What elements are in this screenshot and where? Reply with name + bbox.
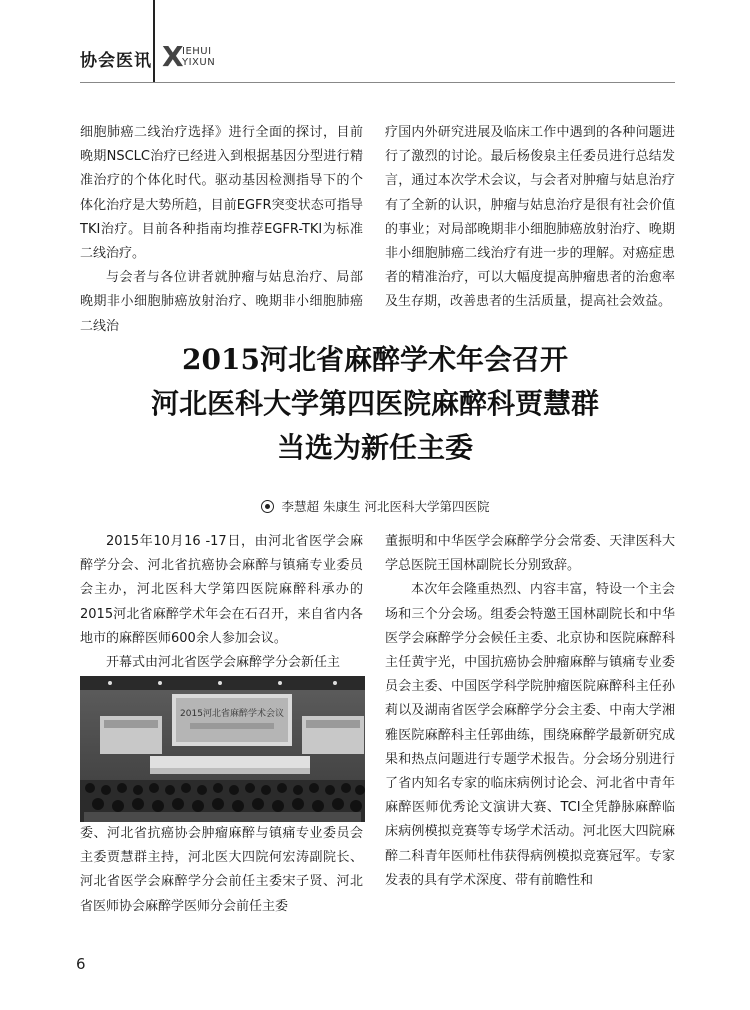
byline-mark-icon [261, 500, 274, 513]
article-title [40, 338, 710, 470]
paragraph: 董振明和中华医学会麻醉学分会常委、天津医科大学总医院王国林副院长分别致辞。 [385, 534, 675, 574]
article-left-column-continued [80, 822, 363, 919]
article-right-column [385, 530, 675, 893]
title-line: 河北医科大学第四医院麻醉科贾慧群 [150, 387, 599, 420]
paragraph: 委、河北省抗癌协会肿瘤麻醉与镇痛专业委员会主委贾慧群主持，河北医大四院何宏涛副院长、河北省医学会麻醉学分会前任主委宋子贤、河北省医师协会麻醉学医师分会前任主委 [80, 826, 363, 914]
paragraph: 开幕式由河北省医学会麻醉学分会新任主 [106, 655, 341, 671]
section-logo [162, 40, 222, 74]
logo-line-1: IEHUI [182, 46, 212, 57]
section-title: 协会医讯 [80, 51, 152, 71]
paragraph: 2015年10月16 -17日，由河北省医学会麻醉学分会、河北省抗癌协会麻醉与镇痛专业委员会主办，河北医科大学第四医院麻醉科承办的2015河北省麻醉学术年会在石召开，来自省内各地市的麻醉医师600余人参加会议。 [80, 534, 363, 646]
logo-letter: X [162, 40, 184, 73]
header-rule [80, 82, 675, 83]
byline [0, 497, 750, 515]
header-divider [153, 0, 155, 82]
logo-line-2: YIXUN [182, 57, 216, 68]
article-left-column [80, 530, 363, 675]
photo-banner-text: 2015河北省麻醉学术会议 [180, 709, 284, 719]
paragraph: 细胞肺癌二线治疗选择》进行全面的探讨，目前晚期NSCLC治疗已经进入到根据基因分型进行精准治疗的个体化时代。驱动基因检测指导下的个体化治疗是大势所趋，目前EGFR突变状态可指导TKI治疗。目前各种指南均推荐EGFR-TKI为标准二线治疗。 [80, 125, 363, 262]
title-line: 当选为新任主委 [276, 431, 473, 464]
byline-text: 李慧超 朱康生 河北医科大学第四医院 [281, 499, 490, 514]
paragraph: 疗国内外研究进展及临床工作中遇到的各种问题进行了激烈的讨论。最后杨俊泉主任委员进行总结发言，通过本次学术会议，与会者对肿瘤与姑息治疗有了全新的认识，肿瘤与姑息治疗是很有社会价值的事业；对局部晚期非小细胞肺癌放射治疗、晚期非小细胞肺癌二线治疗有进一步的理解。对癌症患者的精准治疗，可以大幅度提高肿瘤患者的治愈率及生存期，改善患者的生活质量，提高社会效益。 [385, 125, 675, 310]
title-line: 2015河北省麻醉学术年会召开 [182, 343, 568, 376]
paragraph: 与会者与各位讲者就肿瘤与姑息治疗、局部晚期非小细胞肺癌放射治疗、晚期非小细胞肺癌二线治 [80, 270, 363, 334]
page-number: 6 [76, 955, 86, 973]
prev-article-left-column [80, 121, 363, 339]
prev-article-right-column [385, 121, 675, 315]
paragraph: 本次年会隆重热烈、内容丰富，特设一个主会场和三个分会场。组委会特邀王国林副院长和中华医学会麻醉学分会候任主委、北京协和医院麻醉科主任黄宇光，中国抗癌协会肿瘤麻醉与镇痛专业委员会主委、中国医学科学院肿瘤医院麻醉科主任孙莉以及湖南省医学会麻醉学分会主委、中南大学湘雅医院麻醉科主任郭曲练，围绕麻醉学最新研究成果和热点问题进行专题学术报告。分会场分别进行了省内知名专家的临床病例讨论会、河北省中青年麻醉医师优秀论文演讲大赛、TCI全凭静脉麻醉临床病例模拟竞赛等专场学术活动。河北医大四院麻醉二科青年医师杜伟获得病例模拟竞赛冠军。专家发表的具有学术深度、带有前瞻性和 [385, 582, 675, 888]
conference-photo [80, 676, 365, 822]
